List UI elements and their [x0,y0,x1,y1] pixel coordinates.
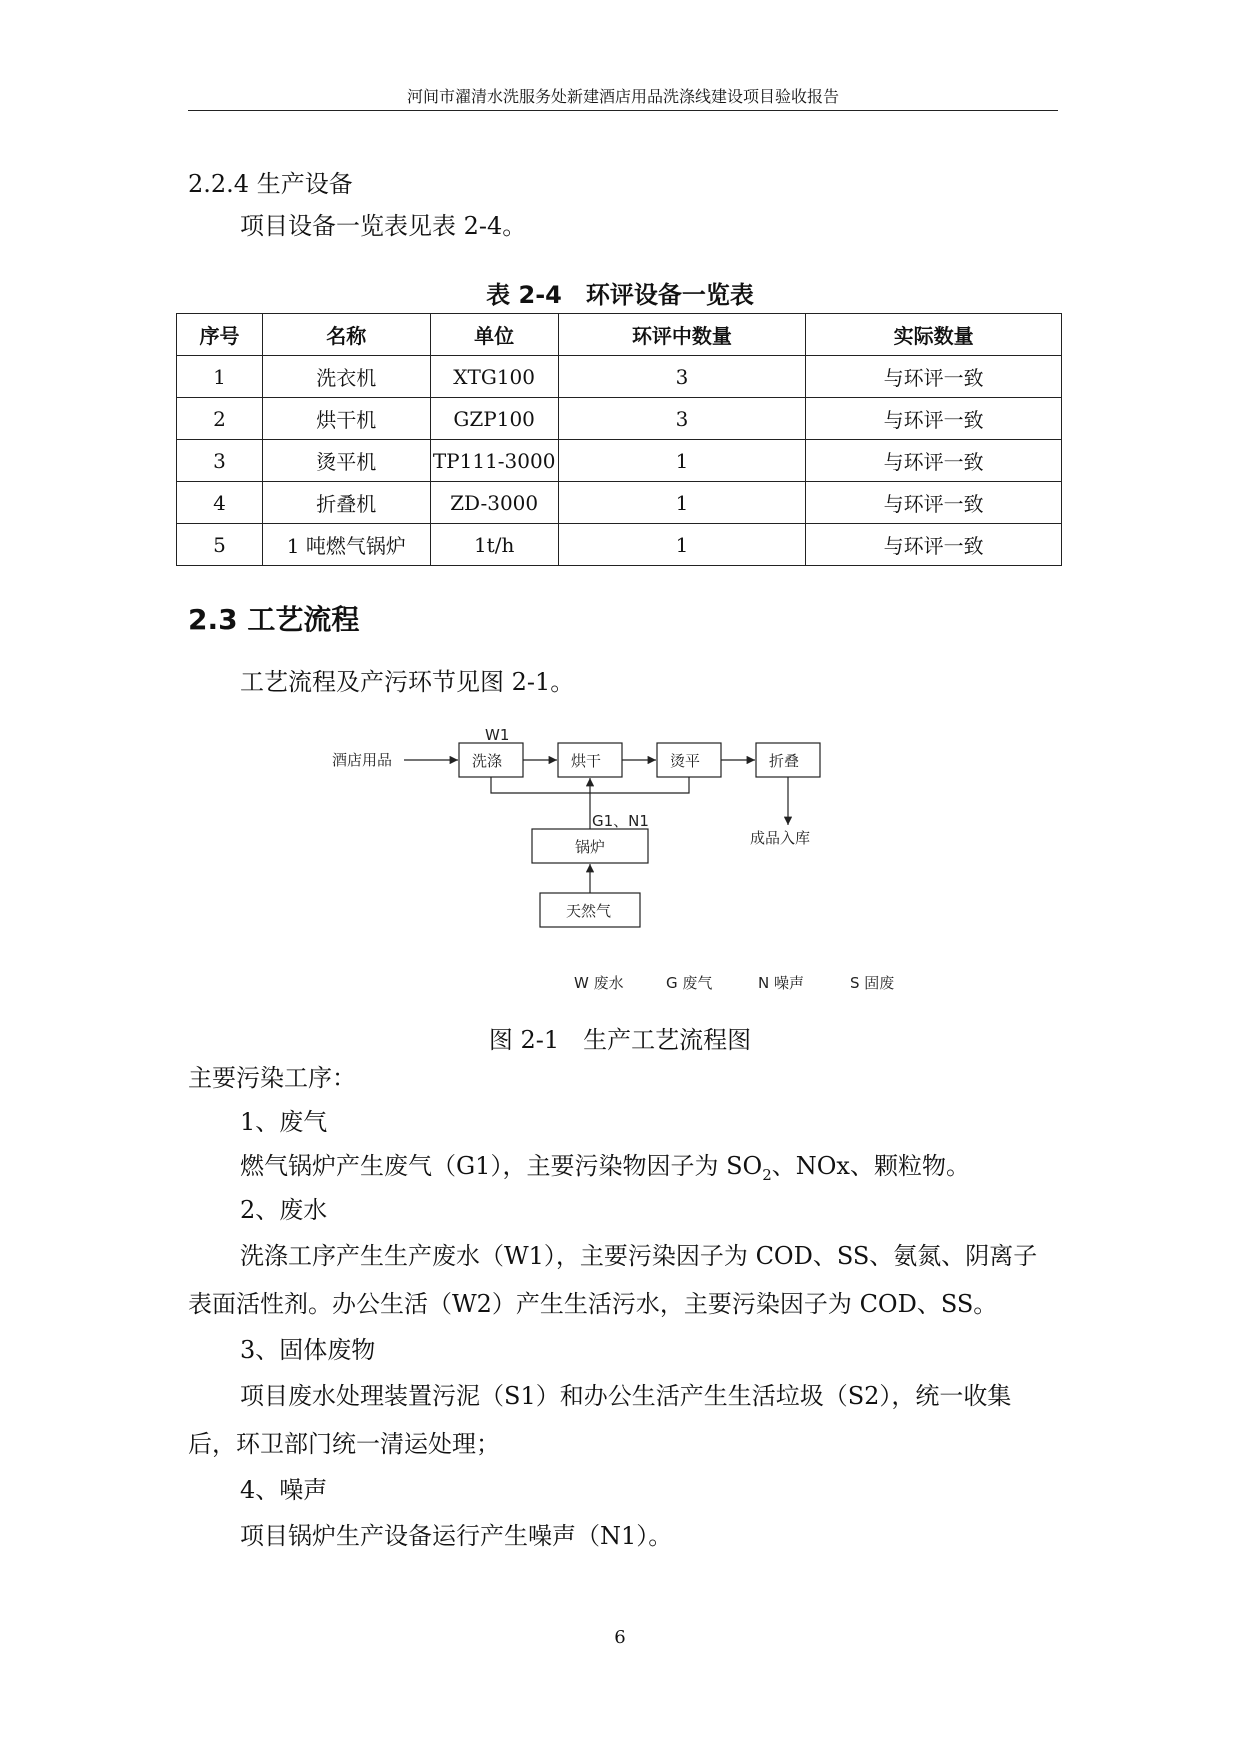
page-number: 6 [614,1627,626,1648]
header-cell-unit: 单位 [430,314,558,356]
pollution-gas-heading: 1、废气 [240,1108,328,1136]
table-cell: ZD-3000 [430,482,558,524]
table-row [177,398,1062,440]
table-row [177,356,1062,398]
pollution-noise-text: 项目锅炉生产设备运行产生噪声（N1）。 [240,1522,673,1550]
flow-step-dry: 烘干 [571,752,602,770]
table-cell: 1t/h [430,524,558,566]
table-cell: 烘干机 [262,398,430,440]
flow-step-fold: 折叠 [769,752,800,770]
table-cell: GZP100 [430,398,558,440]
flow-step-iron: 烫平 [670,752,701,770]
pollution-title: 主要污染工序： [188,1064,356,1092]
legend-waste-gas: G 废气 [666,974,713,992]
table-cell: 3 [177,440,263,482]
header-cell-actual-quantity: 实际数量 [806,314,1062,356]
flow-input [332,751,392,769]
table-cell: 烫平机 [262,440,430,482]
flow-w1-label: W1 [485,726,510,744]
table-header-row [177,314,1062,356]
figure-caption: 图 2-1 生产工艺流程图 [488,1026,752,1054]
section-intro-2-2-4: 项目设备一览表见表 2-4。 [240,212,527,240]
pollution-solid-heading: 3、固体废物 [240,1336,376,1364]
pollution-noise-heading: 4、噪声 [240,1476,328,1504]
table-row [177,482,1062,524]
header-rule [188,110,1058,111]
table-cell: 洗衣机 [262,356,430,398]
equipment-table [176,313,1062,566]
table-cell: 1 [177,356,263,398]
process-flow-diagram [320,725,920,1005]
header-cell-eia-quantity: 环评中数量 [558,314,806,356]
pollution-water-heading: 2、废水 [240,1196,328,1224]
table-cell: 1 吨燃气锅炉 [262,524,430,566]
table-row [177,524,1062,566]
table-cell: 与环评一致 [806,356,1062,398]
pollution-solid-text-line1: 项目废水处理装置污泥（S1）和办公生活产生生活垃圾（S2），统一收集 [240,1382,1012,1410]
section-heading-2-3: 2.3 工艺流程 [188,603,360,636]
table-cell: XTG100 [430,356,558,398]
section-heading-2-2-4: 2.2.4 生产设备 [188,170,353,198]
pollution-water-text-line1: 洗涤工序产生生产废水（W1），主要污染因子为 COD、SS、氨氮、阴离子 [240,1242,1038,1270]
table-cell: 1 [558,482,806,524]
pollution-water-text-line2: 表面活性剂。办公生活（W2）产生生活污水，主要污染因子为 COD、SS。 [188,1290,998,1318]
table-cell: 折叠机 [262,482,430,524]
header-cell-name: 名称 [262,314,430,356]
pollution-solid-text-line2: 后，环卫部门统一清运处理； [188,1430,500,1458]
legend-noise: N 噪声 [758,974,804,992]
gas-text-pre: 燃气锅炉产生废气（G1），主要污染物因子为 SO [240,1152,763,1180]
flow-step-wash: 洗涤 [472,752,503,770]
table-cell: 2 [177,398,263,440]
table-cell: 与环评一致 [806,440,1062,482]
table-row [177,440,1062,482]
gas-text-subscript: 2 [762,1165,772,1184]
table-cell: 3 [558,398,806,440]
section-intro-2-3: 工艺流程及产污环节见图 2-1。 [240,668,575,696]
flow-boiler: 锅炉 [575,838,606,856]
table-caption: 表 2-4 环评设备一览表 [486,281,754,309]
header-cell-index: 序号 [177,314,263,356]
legend-solid-waste: S 固废 [850,974,895,992]
table-cell: 与环评一致 [806,398,1062,440]
table-cell: 3 [558,356,806,398]
page-header: 河间市濯清水洗服务处新建酒店用品洗涤线建设项目验收报告 [406,87,839,106]
table-cell: 4 [177,482,263,524]
flow-fuel: 天然气 [566,902,612,920]
table-cell: 5 [177,524,263,566]
table-cell: 与环评一致 [806,482,1062,524]
legend-wastewater: W 废水 [574,974,624,992]
flow-boiler-emissions: G1、N1 [592,812,649,830]
flow-output-label: 成品入库 [750,829,811,847]
table-cell: 与环评一致 [806,524,1062,566]
pollution-gas-text [240,1150,970,1191]
table-cell: 1 [558,440,806,482]
gas-text-post: 、NOx、颗粒物。 [771,1152,970,1180]
table-cell: TP111-3000 [430,440,558,482]
table-cell: 1 [558,524,806,566]
flow-input-label: 酒店用品 [332,751,393,769]
